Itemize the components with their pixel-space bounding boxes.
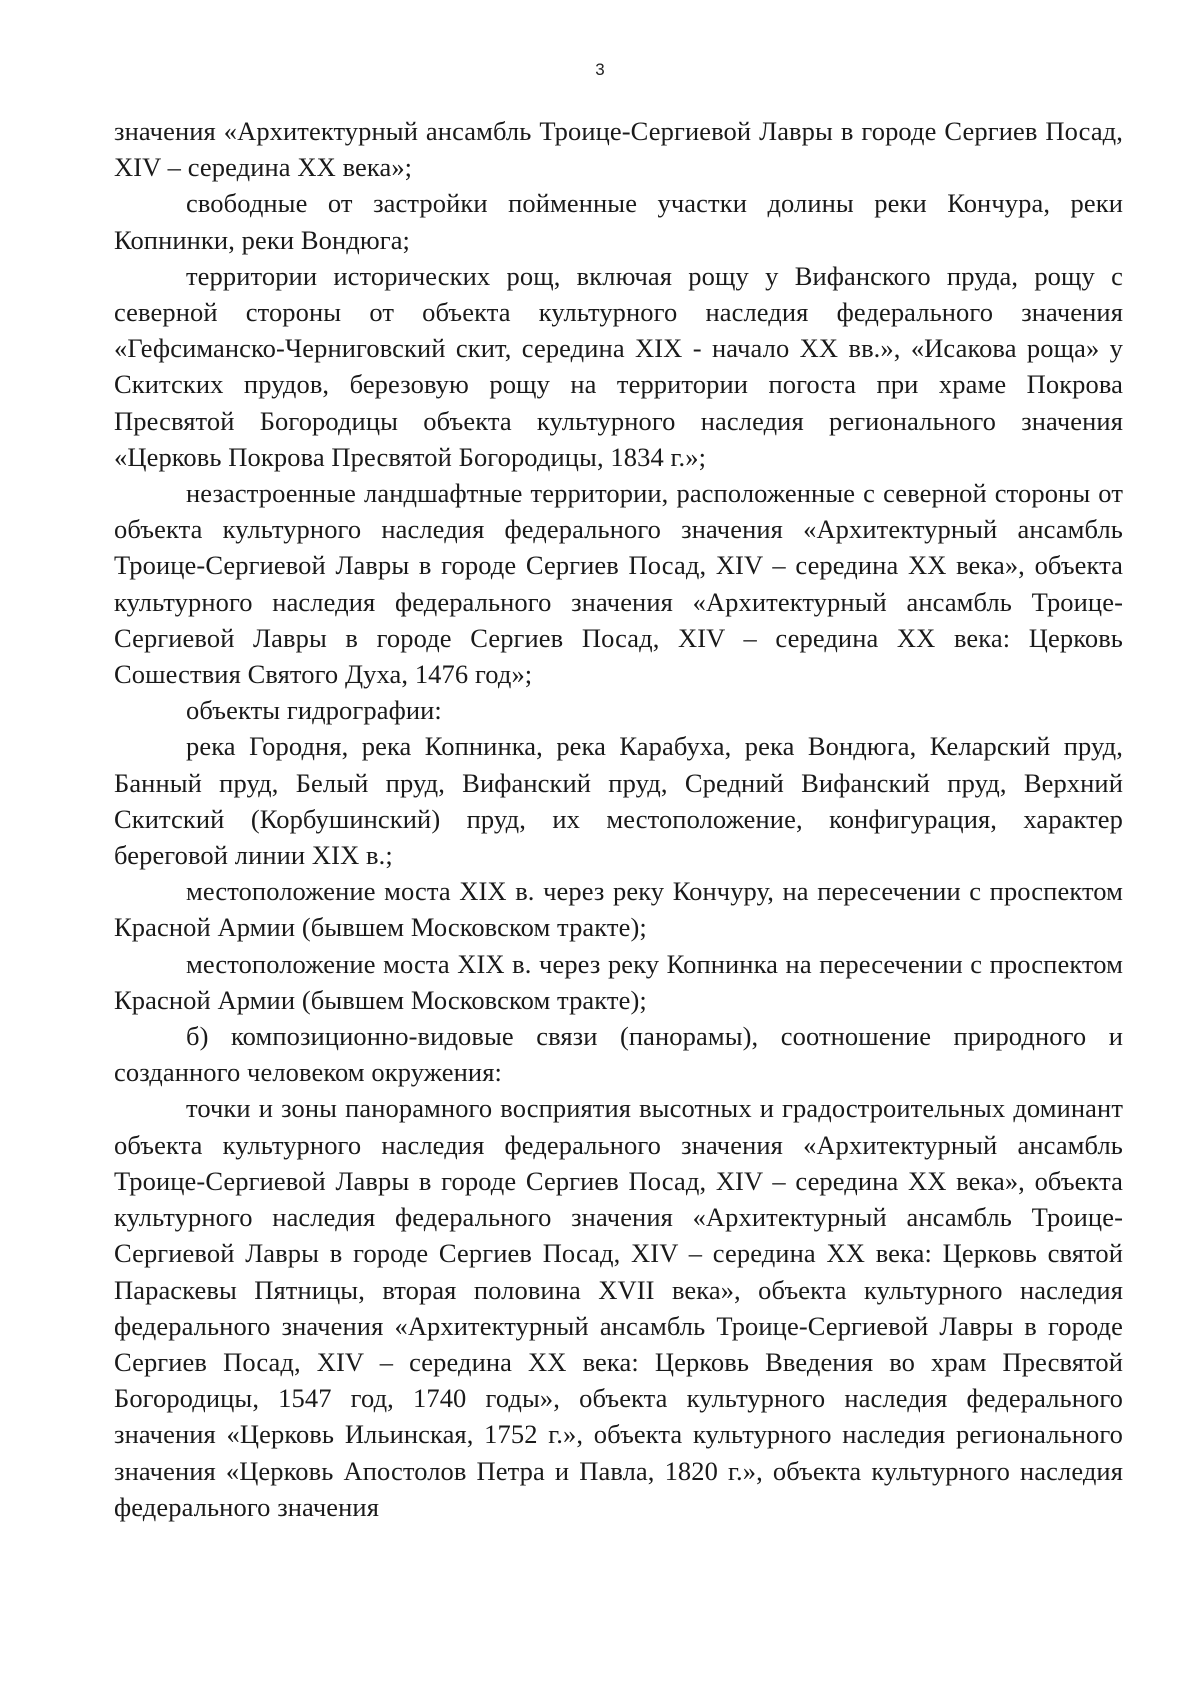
page-number: 3 (595, 60, 605, 79)
paragraph-rivers-ponds: река Городня, река Копнинка, река Карабуха, река Вондюга, Келарский пруд, Банный пруд, Белый пруд, Вифанский пруд, Средний Вифанский пруд, Верхний Скитский (Корбушинский) пруд, их местоположение, конфигурация, характер береговой линии XIX в.; (114, 731, 1123, 871)
paragraph-continuation: значения «Архитектурный ансамбль Троице-Сергиевой Лавры в городе Сергиев Посад, XIV – середина XX века»; (114, 116, 1123, 183)
paragraph-bridge-kopninka: местоположение моста XIX в. через реку Копнинка на пересечении с проспектом Красной Армии (бывшем Московском тракте); (114, 948, 1123, 1015)
document-body (114, 113, 1123, 1525)
paragraph-panorama-points: точки и зоны панорамного восприятия высотных и градостроительных доминант объекта культурного наследия федерального значения «Архитектурный ансамбль Троице-Сергиевой Лавры в городе Сергиев Посад, XIV – середина XX века», объекта культурного наследия федерального значения «Архитектурный ансамбль Троице-Сергиевой Лавры в городе Сергиев Посад, XIV – середина XX века: Церковь святой Параскевы Пятницы, вторая половина XVII века», объекта культурного наследия федерального значения «Архитектурный ансамбль Троице-Сергиевой Лавры в городе Сергиев Посад, XIV – середина XX века: Церковь Введения во храм Пресвятой Богородицы, 1547 год, 1740 годы», объекта культурного наследия федерального значения «Церковь Ильинская, 1752 г.», объекта культурного наследия регионального значения «Церковь Апостолов Петра и Павла, 1820 г.», объекта культурного наследия федерального значения (114, 1093, 1123, 1522)
paragraph-landscape-territories: незастроенные ландшафтные территории, расположенные с северной стороны от объекта культурного наследия федерального значения «Архитектурный ансамбль Троице-Сергиевой Лавры в городе Сергиев Посад, XIV – середина XX века», объекта культурного наследия федерального значения «Архитектурный ансамбль Троице-Сергиевой Лавры в городе Сергиев Посад, XIV – середина XX века: Церковь Сошествия Святого Духа, 1476 год»; (114, 478, 1123, 690)
paragraph-section-b: б) композиционно-видовые связи (панорамы), соотношение природного и созданного человеком окружения: (114, 1021, 1123, 1088)
paragraph-floodplain: свободные от застройки пойменные участки долины реки Кончура, реки Копнинки, реки Вондюга; (114, 188, 1123, 255)
paragraph-bridge-konchura: местоположение моста XIX в. через реку Кончуру, на пересечении с проспектом Красной Армии (бывшем Московском тракте); (114, 876, 1123, 943)
paragraph-groves: территории исторических рощ, включая рощу у Вифанского пруда, рощу с северной стороны от объекта культурного наследия федерального значения «Гефсиманско-Черниговский скит, середина XIX - начало XX вв.», «Исакова роща» у Скитских прудов, березовую рощу на территории погоста при храме Покрова Пресвятой Богородицы объекта культурного наследия регионального значения «Церковь Покрова Пресвятой Богородицы, 1834 г.»; (114, 260, 1123, 472)
paragraph-hydrography-heading: объекты гидрографии: (186, 695, 442, 726)
